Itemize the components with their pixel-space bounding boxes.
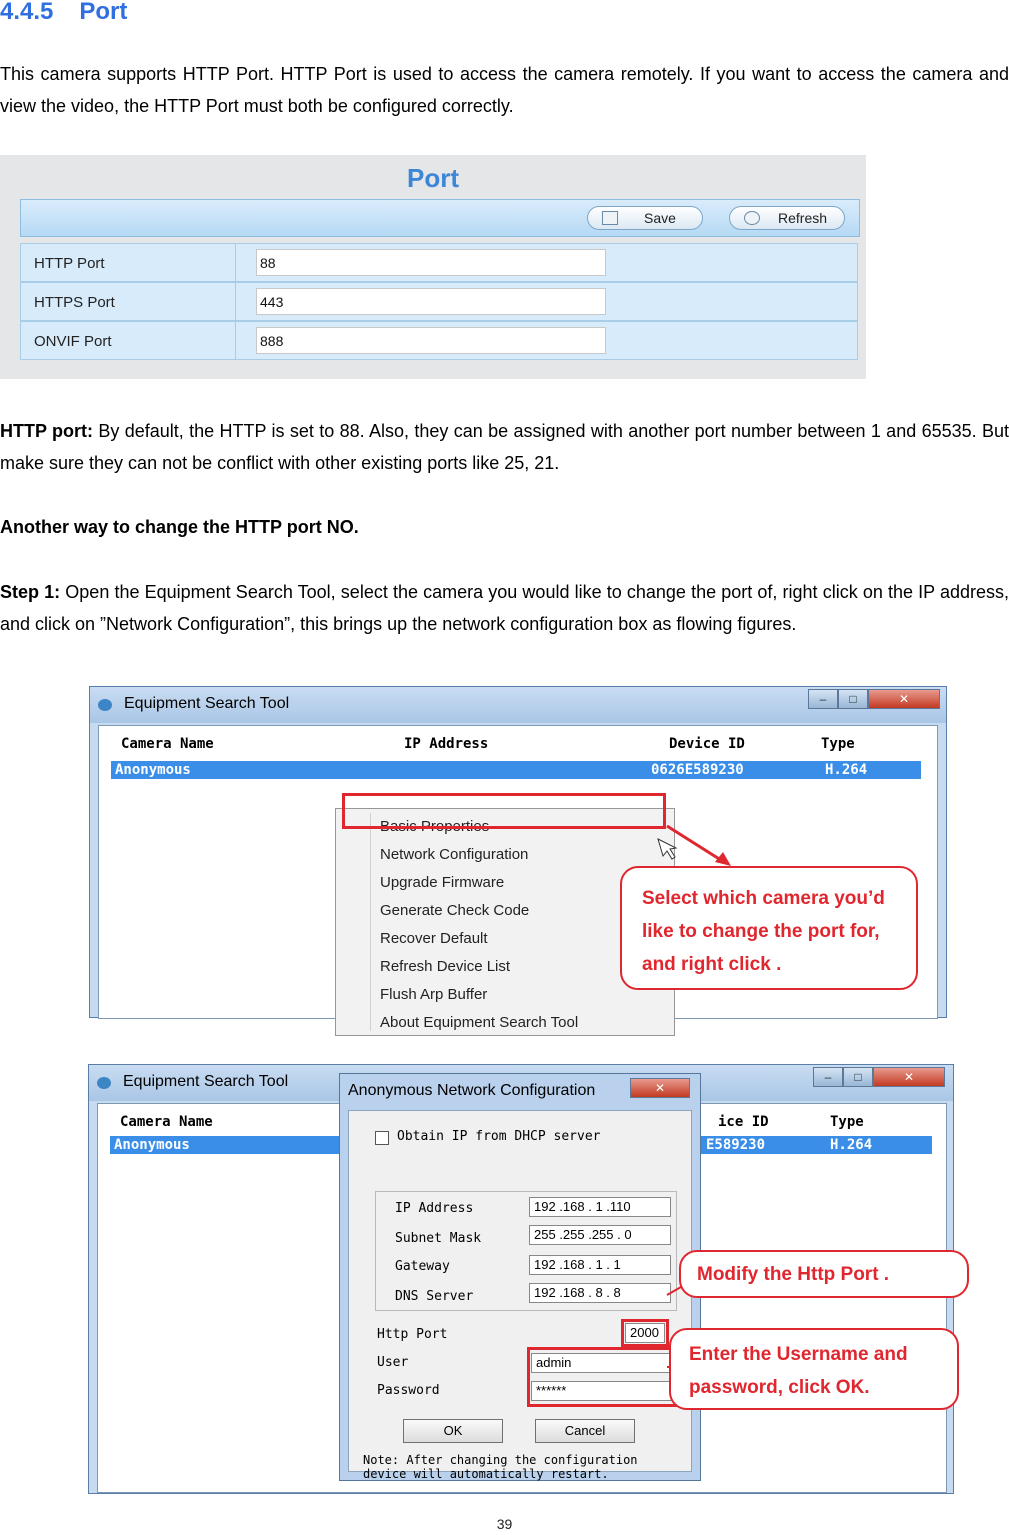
col-type[interactable]: Type [821, 736, 855, 752]
step1-label: Step 1: [0, 582, 61, 602]
menu-item-recover-default[interactable]: Recover Default [380, 930, 488, 947]
menu-item-refresh-device-list[interactable]: Refresh Device List [380, 958, 511, 975]
http-port-label: HTTP Port [20, 243, 236, 282]
modify-port-callout: Modify the Http Port . [679, 1250, 969, 1298]
title-bar [90, 687, 946, 723]
ok-button[interactable]: OK [403, 1419, 503, 1443]
onvif-port-label: ONVIF Port [20, 321, 236, 360]
http-port-field[interactable]: 2000 [625, 1323, 665, 1343]
dns-server-field[interactable]: 192 .168 . 8 . 8 [529, 1283, 671, 1303]
another-way-heading: Another way to change the HTTP port NO. [0, 517, 359, 537]
row-camera-name-2: Anonymous [114, 1137, 190, 1153]
user-field[interactable]: admin [531, 1353, 673, 1373]
step1-paragraph [0, 576, 1009, 640]
row-device-id-2: E589230 [706, 1137, 766, 1153]
port-settings-panel [0, 155, 866, 379]
app-icon [98, 699, 112, 711]
menu-item-network-configuration[interactable]: Network Configuration [380, 846, 529, 863]
col-device-id-2[interactable]: ice ID [718, 1114, 769, 1130]
callout-arrow-line [667, 826, 724, 862]
refresh-icon [744, 211, 760, 225]
onvif-port-cell [236, 321, 858, 360]
intro-paragraph: This camera supports HTTP Port. HTTP Port is used to access the camera remotely. If you want to access the camera and view the video, the HTTP Port must both be configured correctly. [0, 64, 1009, 116]
save-button[interactable] [587, 206, 703, 230]
callout-arrow-head [715, 852, 731, 866]
close-button-2[interactable]: ✕ [873, 1067, 945, 1087]
window-title-2: Equipment Search Tool [123, 1073, 289, 1090]
row-device-id: 0626E589230 [651, 762, 744, 778]
ip-address-label: IP Address [395, 1201, 474, 1216]
menu-item-upgrade-firmware[interactable]: Upgrade Firmware [380, 874, 505, 891]
cancel-button[interactable]: Cancel [535, 1419, 635, 1443]
gateway-field[interactable]: 192 .168 . 1 . 1 [529, 1255, 671, 1275]
menu-item-generate-check-code[interactable]: Generate Check Code [380, 902, 530, 919]
col-camera-name[interactable]: Camera Name [121, 736, 214, 752]
dns-server-label: DNS Server [395, 1289, 474, 1304]
http-port-note-text: By default, the HTTP is set to 88. Also, they can be assigned with another port number between 1 and 65535. But make sure they can not be conflict with other existing ports like 25, 21. [0, 421, 1009, 473]
http-port-note-label: HTTP port: [0, 421, 94, 441]
password-label: Password [377, 1383, 440, 1398]
dhcp-label: Obtain IP from DHCP server [397, 1129, 601, 1144]
dialog-body [348, 1110, 692, 1481]
user-label: User [377, 1355, 409, 1370]
device-list[interactable] [98, 725, 938, 1031]
network-configuration-dialog [339, 1073, 701, 1481]
equipment-search-tool-window-2 [88, 1064, 954, 1494]
password-field[interactable]: ****** [531, 1381, 673, 1401]
dialog-close-button[interactable]: ✕ [630, 1078, 690, 1098]
dialog-title: Anonymous Network Configuration [348, 1082, 596, 1099]
select-camera-callout: Select which camera you’d like to change the port for, and right click . [620, 866, 918, 990]
row-type: H.264 [825, 762, 868, 778]
refresh-button[interactable] [729, 206, 845, 230]
enter-credentials-callout: Enter the Username and password, click OK. [669, 1328, 959, 1410]
close-button[interactable]: ✕ [868, 689, 940, 709]
menu-icon-gutter [370, 813, 371, 1031]
https-port-input[interactable]: 443 [256, 288, 606, 315]
equipment-search-tool-window [89, 686, 947, 1031]
refresh-label: Refresh [778, 210, 828, 226]
note-line-2: device will automatically restart. [363, 1467, 609, 1481]
maximize-button-2[interactable]: □ [843, 1067, 873, 1087]
minimize-button-2[interactable]: – [813, 1067, 843, 1087]
ip-address-field[interactable]: 192 .168 . 1 .110 [529, 1197, 671, 1217]
port-connector-line [667, 1287, 681, 1295]
save-label: Save [644, 210, 676, 226]
subnet-mask-field[interactable]: 255 .255 .255 . 0 [529, 1225, 671, 1245]
section-title: Port [79, 0, 128, 25]
row-type-2: H.264 [830, 1137, 873, 1153]
maximize-button[interactable]: □ [838, 689, 868, 709]
col-device-id[interactable]: Device ID [669, 736, 745, 752]
step1-text: Open the Equipment Search Tool, select the camera you would like to change the port of, right click on the IP address, and click on ”Network Configuration”, this brings up the network configuration box as flowing figures. [0, 582, 1009, 634]
http-port-input[interactable]: 88 [256, 249, 606, 276]
app-icon-2 [97, 1077, 111, 1089]
note-line-1: Note: After changing the configuration [363, 1453, 638, 1467]
http-port-cell [236, 243, 858, 282]
menu-item-flush-arp-buffer[interactable]: Flush Arp Buffer [380, 986, 488, 1003]
col-ip-address[interactable]: IP Address [404, 736, 489, 752]
gateway-label: Gateway [395, 1259, 450, 1274]
minimize-button[interactable]: – [808, 689, 838, 709]
page-number: 39 [496, 1516, 513, 1532]
http-port-highlight [621, 1319, 669, 1347]
port-panel-title: Port [407, 163, 459, 193]
floppy-disk-icon [602, 211, 618, 225]
mouse-cursor-icon [658, 839, 676, 859]
http-port-label-dialog: Http Port [377, 1327, 448, 1342]
section-number: 4.4.5 [0, 0, 54, 25]
subnet-mask-label: Subnet Mask [395, 1231, 482, 1246]
col-camera-name-2[interactable]: Camera Name [120, 1114, 213, 1130]
table-row[interactable] [111, 761, 921, 779]
onvif-port-input[interactable]: 888 [256, 327, 606, 354]
col-type-2[interactable]: Type [830, 1114, 864, 1130]
window-title: Equipment Search Tool [124, 695, 290, 712]
row-camera-name: Anonymous [115, 762, 191, 778]
credentials-highlight [527, 1347, 679, 1407]
dhcp-checkbox[interactable] [375, 1131, 389, 1145]
port-toolbar [20, 199, 860, 237]
menu-item-basic-properties[interactable]: Basic Properties [380, 818, 490, 835]
https-port-label: HTTPS Port [20, 282, 236, 321]
https-port-cell [236, 282, 858, 321]
http-port-note [0, 415, 1009, 479]
menu-item-about[interactable]: About Equipment Search Tool [380, 1014, 579, 1031]
section-heading [0, 0, 127, 26]
